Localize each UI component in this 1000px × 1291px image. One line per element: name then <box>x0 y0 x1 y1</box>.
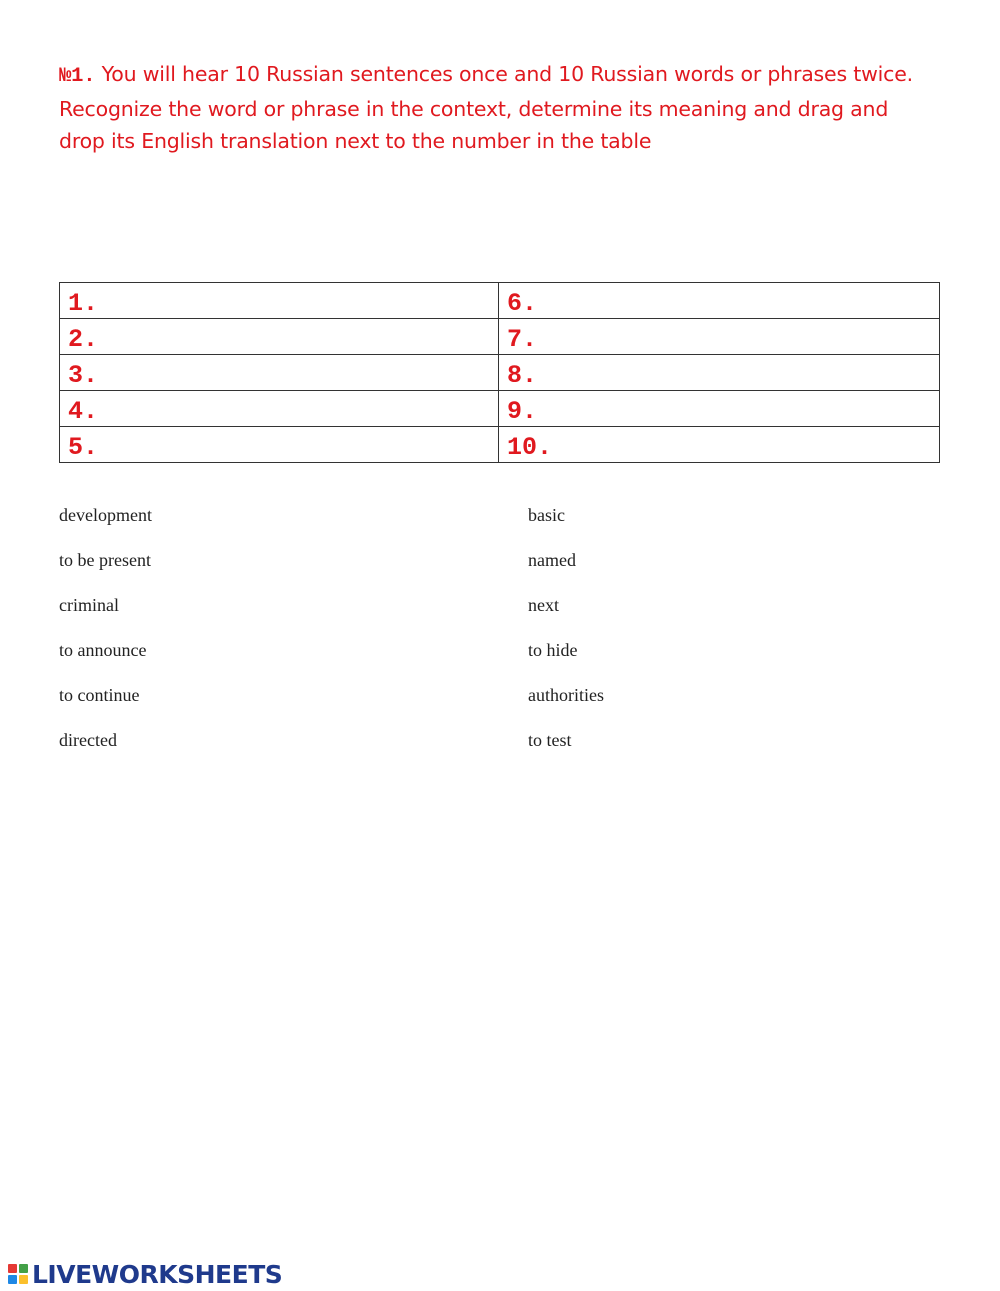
drop-target-10[interactable] <box>499 427 940 463</box>
draggable-word[interactable]: to be present <box>59 550 151 570</box>
brand-name: LIVEWORKSHEETS <box>32 1259 283 1289</box>
instruction-text <box>59 58 939 157</box>
drop-target-7[interactable] <box>499 319 940 355</box>
draggable-word[interactable]: development <box>59 505 152 525</box>
draggable-word[interactable]: basic <box>528 505 565 525</box>
table-row <box>60 355 940 391</box>
answer-number: 7. <box>507 325 538 354</box>
drop-target-9[interactable] <box>499 391 940 427</box>
table-row <box>60 391 940 427</box>
liveworksheets-logo <box>8 1258 282 1290</box>
drop-target-8[interactable] <box>499 355 940 391</box>
table-row <box>60 283 940 319</box>
table-row <box>60 319 940 355</box>
answer-number: 3. <box>68 361 99 390</box>
exercise-number: №1. <box>59 65 96 88</box>
answer-number: 5. <box>68 433 99 462</box>
drop-target-2[interactable] <box>60 319 499 355</box>
draggable-word[interactable]: to announce <box>59 640 147 660</box>
answer-table <box>59 282 940 463</box>
table-row <box>60 427 940 463</box>
answer-number: 6. <box>507 289 538 318</box>
drop-target-3[interactable] <box>60 355 499 391</box>
logo-square <box>19 1275 28 1284</box>
draggable-word[interactable]: next <box>528 595 559 615</box>
draggable-word[interactable]: to test <box>528 730 572 750</box>
draggable-word[interactable]: directed <box>59 730 117 750</box>
drop-target-5[interactable] <box>60 427 499 463</box>
draggable-word[interactable]: authorities <box>528 685 604 705</box>
drop-target-6[interactable] <box>499 283 940 319</box>
answer-number: 4. <box>68 397 99 426</box>
logo-square <box>8 1264 17 1273</box>
draggable-word[interactable]: named <box>528 550 576 570</box>
logo-square <box>19 1264 28 1273</box>
draggable-word[interactable]: to hide <box>528 640 578 660</box>
answer-number: 2. <box>68 325 99 354</box>
drop-target-1[interactable] <box>60 283 499 319</box>
logo-square <box>8 1275 17 1284</box>
logo-squares-icon <box>8 1264 28 1284</box>
answer-number: 10. <box>507 433 553 462</box>
answer-number: 8. <box>507 361 538 390</box>
instruction-body: You will hear 10 Russian sentences once and 10 Russian words or phrases twice. Recognize the word or phrase in the context, determine its meaning and drag and drop its English translation next to the number in the table <box>59 62 913 153</box>
draggable-word[interactable]: to continue <box>59 685 140 705</box>
answer-number: 9. <box>507 397 538 426</box>
draggable-word[interactable]: criminal <box>59 595 119 615</box>
answer-number: 1. <box>68 289 99 318</box>
drop-target-4[interactable] <box>60 391 499 427</box>
